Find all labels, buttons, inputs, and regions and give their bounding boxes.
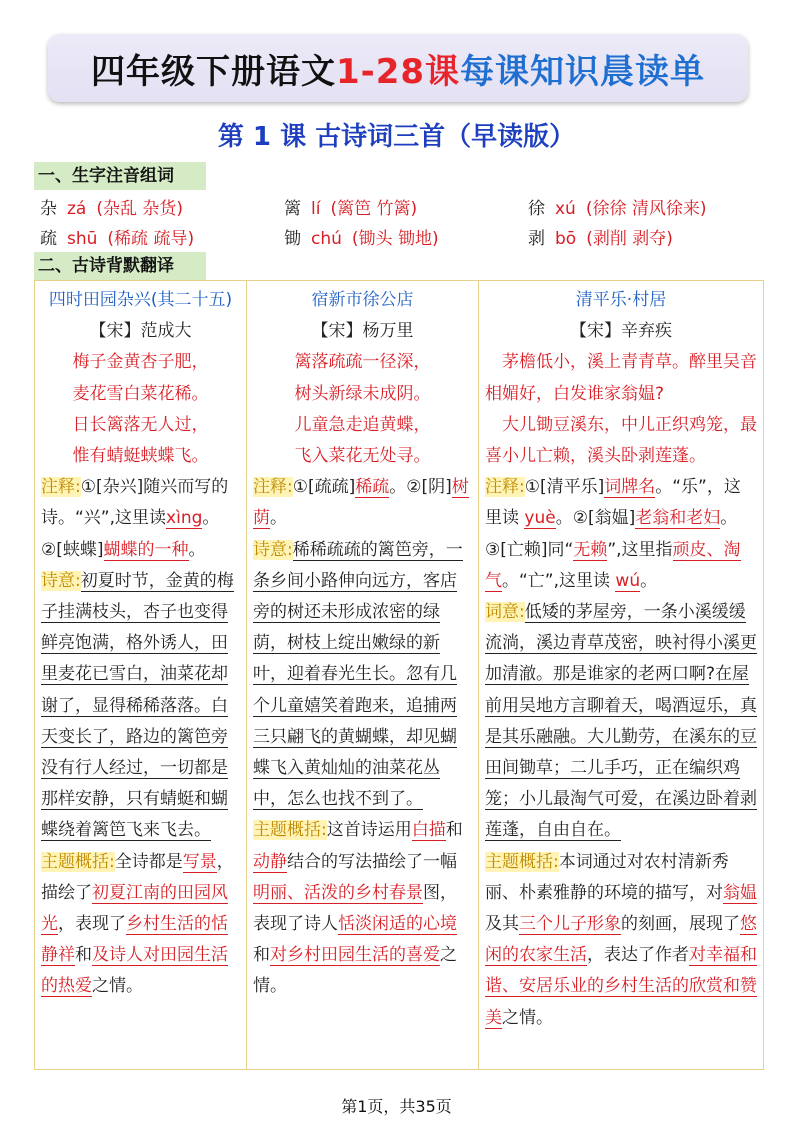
section-vocab-heading: 一、生字注音组词: [34, 162, 206, 190]
notes-highlight: 无赖: [573, 539, 608, 560]
vocab-char: 徐: [528, 199, 545, 219]
notes-text: 。③[亡赖]同“: [485, 508, 738, 560]
page-number: 第1页，共35页: [341, 1097, 452, 1116]
meaning-text: 稀稀疏疏的篱笆旁，一条乡间小路伸向远方，客店旁的树还未形成浓密的绿荫，树枝上绽出嫩绿的新叶，迎着春光生长。忽有几个儿童嬉笑着跑来，追捕两三只翩飞的黄蝴蝶，却见蝴蝶飞入黄灿灿的油菜花丛中，怎么也找不到了。: [253, 539, 463, 810]
theme-text: 全诗都是: [114, 851, 183, 872]
poem-line: 儿童急走追黄蝶，: [294, 414, 431, 435]
poem-notes: [485, 472, 757, 597]
notes-highlight: 树荫: [253, 477, 469, 529]
notes-label: 注释:: [253, 477, 293, 498]
theme-text: ，表达了作者: [587, 945, 689, 966]
meaning-label: 诗意:: [41, 570, 81, 591]
theme-label: 主题概括:: [485, 851, 559, 872]
notes-text: 。②[翁媪]: [555, 508, 636, 529]
poems-table: [34, 280, 764, 1070]
theme-text: 和: [253, 945, 270, 966]
lesson-title: 第 1 课 古诗词三首（早读版）: [217, 122, 576, 152]
notes-text: ①[杂兴]随兴而写的诗。“兴”,这里读: [41, 477, 229, 529]
notes-highlight: yuè: [524, 508, 556, 529]
notes-highlight: 词牌名: [604, 477, 656, 498]
theme-highlight: 白描: [411, 820, 446, 841]
poem-line: 篱落疏疏一径深，: [294, 352, 431, 373]
theme-label: 主题概括:: [41, 851, 115, 872]
poem-line: 树头新绿未成阴。: [294, 383, 431, 404]
vocab-words: (杂乱 杂货): [96, 199, 184, 219]
theme-highlight: 及诗人对田园生活的热爱: [41, 945, 228, 997]
notes-text: ”,这里指: [607, 539, 673, 560]
notes-text: 。“亡”,这里读: [502, 570, 616, 591]
theme-highlight: 悠闲的农家生活: [485, 914, 757, 966]
notes-label: 注释:: [485, 477, 525, 498]
poem-title: 四时田园杂兴(其二十五): [48, 290, 233, 310]
poem-column-1: [35, 281, 247, 1069]
meaning-label: 词意:: [485, 602, 525, 623]
notes-highlight: xìng: [166, 508, 203, 529]
theme-text: 和: [75, 945, 92, 966]
theme-text: ，表现了: [58, 914, 126, 935]
poem-line: 麦花雪白菜花稀。: [72, 383, 209, 404]
vocab-item: [284, 194, 417, 219]
theme-highlight: 对乡村田园生活的喜爱: [270, 945, 440, 966]
notes-label: 注释:: [41, 477, 81, 498]
poem-author: 【宋】范成大: [89, 321, 192, 342]
title-part-grade: 四年级下册语文: [90, 51, 336, 92]
vocab-words: (篱笆 竹篱): [330, 199, 418, 219]
poem-author: 【宋】杨万里: [311, 321, 414, 342]
notes-text: 。“乐”，这里读: [485, 477, 741, 529]
poem-theme: [485, 847, 757, 1034]
vocab-char: 锄: [284, 229, 301, 249]
theme-highlight: 动静: [253, 851, 287, 872]
poem-theme: [41, 847, 240, 1003]
vocab-char: 剥: [528, 229, 545, 249]
theme-highlight: 写景: [182, 851, 217, 872]
notes-text: 。: [640, 570, 658, 591]
section-poems-heading: 二、古诗背默翻译: [34, 252, 206, 280]
poem-line: 梅子金黄杏子肥，: [72, 352, 209, 373]
theme-text: 结合的写法描绘了一幅: [287, 851, 457, 872]
theme-highlight: 翁媪: [723, 882, 757, 903]
theme-label: 主题概括:: [253, 820, 327, 841]
notes-highlight: wú: [615, 570, 641, 591]
notes-highlight: 蝴蝶的一种: [103, 539, 189, 560]
poem-line: 茅檐低小，溪上青青草。醉里吴音相媚好，白发谁家翁媪?: [485, 352, 757, 404]
poem-line: 惟有蜻蜓蛱蝶飞。: [72, 446, 209, 467]
theme-text: 之情。: [502, 1007, 553, 1028]
theme-text: 的刻画，展现了: [621, 914, 740, 935]
theme-highlight: 三个儿子形象: [519, 914, 621, 935]
notes-text: 。②[蛱蝶]: [41, 508, 220, 560]
title-part-reading: 每课知识晨读单: [460, 51, 706, 92]
poem-meaning: [253, 535, 472, 816]
poem-column-3: [479, 281, 763, 1069]
meaning-text: 初夏时节，金黄的梅子挂满枝头，杏子也变得鲜亮饱满，格外诱人，田里麦花已雪白，油菜花却谢了，显得稀稀落落。白天变长了，路边的篱笆旁没有行人经过，一切都是那样安静，只有蜻蜓和蝴蝶绕着篱笆飞来飞去。: [41, 570, 234, 841]
vocab-item: [528, 194, 707, 219]
vocab-words: (徐徐 清风徐来): [585, 199, 707, 219]
theme-text: 和: [445, 820, 463, 841]
title-banner: [48, 34, 748, 102]
notes-text: ①[清平乐]: [524, 477, 605, 498]
poem-column-2: [247, 281, 479, 1069]
theme-highlight: 对幸福和谐、安居乐业的乡村生活的欣赏和赞美: [485, 945, 757, 1028]
vocab-char: 疏: [40, 229, 57, 249]
vocab-words: (稀疏 疏导): [107, 229, 195, 249]
notes-highlight: 老翁和老妇: [635, 508, 721, 529]
theme-highlight: 乡村生活的恬静祥: [41, 914, 228, 966]
vocab-words: (锄头 锄地): [351, 229, 439, 249]
poem-meaning: [41, 566, 240, 847]
poem-author: 【宋】辛弃疾: [570, 321, 672, 342]
vocab-char: 篱: [284, 199, 301, 219]
poem-notes: [41, 472, 240, 566]
vocab-pinyin: xú: [555, 199, 576, 219]
vocab-pinyin: lí: [311, 199, 321, 219]
vocab-item: [284, 224, 439, 249]
theme-highlight: 初夏江南的田园风光: [41, 882, 228, 935]
poem-line: 大儿锄豆溪东，中儿正织鸡笼，最喜小儿亡赖，溪头卧剥莲蓬。: [485, 414, 757, 467]
vocab-item: [40, 194, 183, 219]
vocab-pinyin: chú: [311, 229, 342, 249]
theme-text: 之情。: [92, 976, 143, 997]
notes-text: 。②[阴]: [389, 477, 452, 498]
vocab-pinyin: bō: [555, 229, 577, 249]
vocab-item: [40, 224, 194, 249]
notes-text: 。: [270, 508, 287, 529]
theme-text: 及其: [485, 914, 519, 935]
theme-highlight: 恬淡闲适的心境: [338, 914, 457, 935]
notes-highlight: 稀疏: [355, 477, 390, 498]
theme-text: 这首诗运用: [326, 820, 412, 841]
theme-highlight: 明丽、活泼的乡村春景: [253, 882, 423, 903]
meaning-text: 低矮的茅屋旁，一条小溪缓缓流淌，溪边青草茂密，映衬得小溪更加清澈。那是谁家的老两口啊?在屋前用吴地方言聊着天，喝酒逗乐，真是其乐融融。大儿勤劳，在溪东的豆田间锄草；二儿手巧，正在编织鸡笼；小儿最淘气可爱，在溪边卧着剥莲蓬，自由自在。: [485, 602, 757, 841]
vocab-char: 杂: [40, 199, 57, 219]
notes-text: 。: [188, 539, 206, 560]
poem-notes: [253, 472, 472, 534]
poem-title: 清平乐·村居: [575, 290, 667, 310]
poem-meaning: [485, 597, 757, 847]
poem-theme: [253, 815, 472, 1002]
notes-text: ①[疏疏]: [292, 477, 356, 498]
vocab-pinyin: zá: [67, 199, 87, 219]
vocab-words: (剥削 剥夺): [586, 229, 673, 249]
notes-highlight: 顽皮、淘气: [485, 539, 741, 591]
poem-title: 宿新市徐公店: [311, 290, 414, 310]
poem-line: 日长篱落无人过，: [72, 414, 209, 435]
theme-text: 之情。: [253, 945, 457, 997]
theme-text: 图，表现了诗人: [253, 882, 457, 935]
poem-line: 飞入菜花无处寻。: [294, 446, 431, 467]
vocab-item: [528, 224, 673, 249]
vocab-grid: [40, 194, 760, 256]
theme-text: ，描绘了: [41, 851, 234, 903]
vocab-pinyin: shū: [67, 229, 98, 249]
meaning-label: 诗意:: [253, 539, 293, 560]
theme-text: 本词通过对农村清新秀丽、朴素雅静的环境的描写，对: [485, 851, 729, 903]
title-part-lessons: 1-28课: [335, 51, 461, 92]
